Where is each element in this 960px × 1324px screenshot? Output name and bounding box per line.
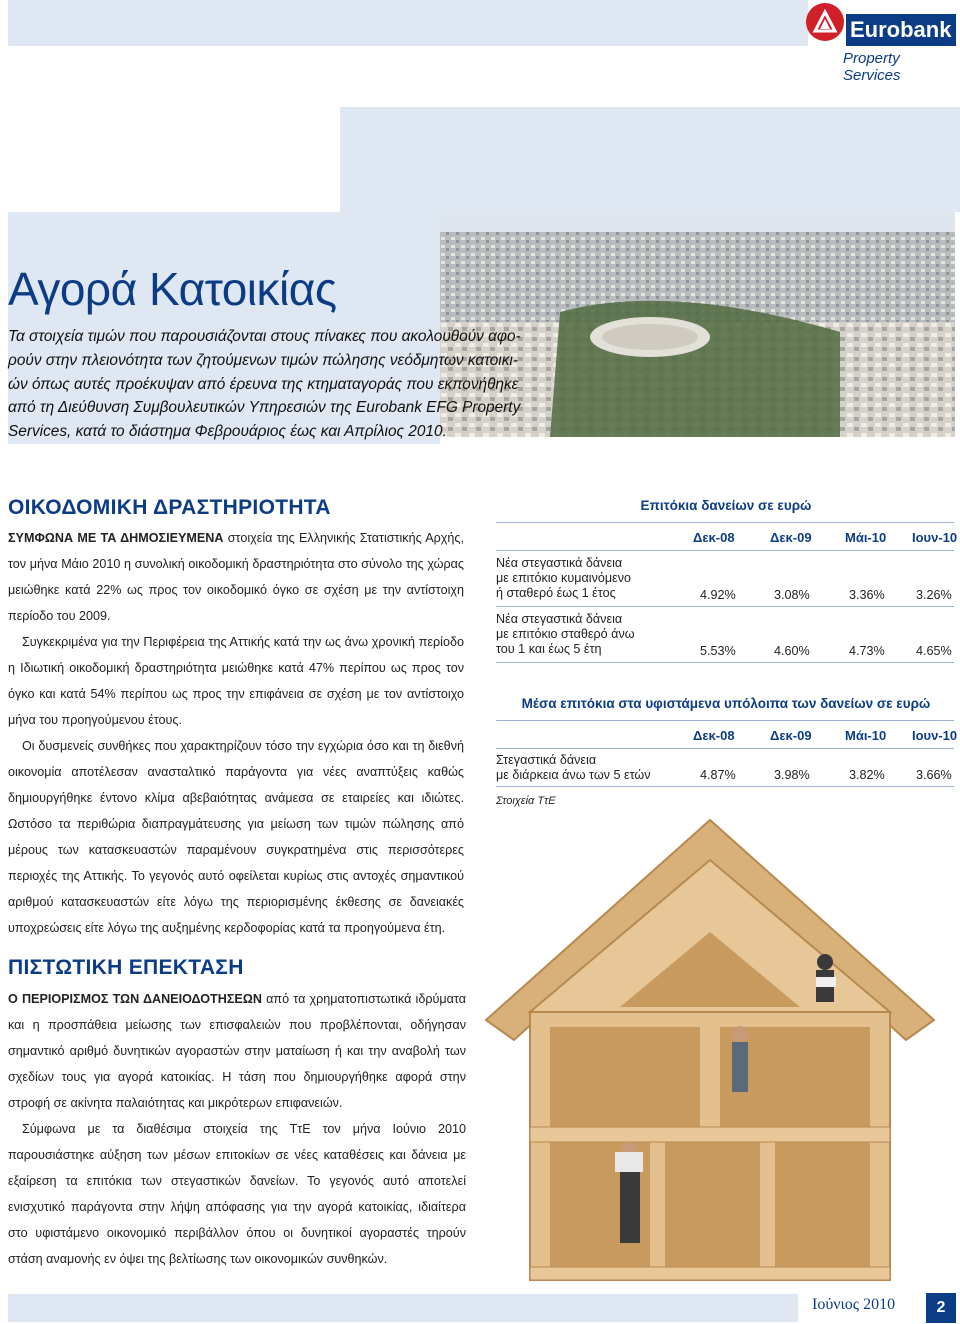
table-rule bbox=[496, 662, 954, 663]
table1-cell: 4.73% bbox=[849, 644, 885, 658]
table2-cell: 3.82% bbox=[849, 768, 885, 782]
brand-subtitle: Property Services bbox=[843, 50, 901, 84]
table-rule bbox=[496, 786, 954, 787]
table-rule bbox=[496, 606, 954, 607]
wooden-house-illustration bbox=[470, 812, 950, 1292]
section-title-credit: ΠΙΣΤΩΤΙΚΗ ΕΠΕΚΤΑΣΗ bbox=[8, 956, 244, 979]
section-body-construction bbox=[8, 525, 464, 941]
header-band bbox=[8, 0, 808, 46]
table1-cell: 3.08% bbox=[774, 588, 810, 602]
paragraph-text: Σύμφωνα με τα διαθέσιμα στοιχεία της ΤτΕ τον μήνα Ιούνιο 2010 παρουσιάστηκε αύξηση των μέσων επιτοκίων σε νέες καταθέσεις και δάνεια με εξαίρεση τα επιτόκια των στεγαστικών δανείων. Το γεγονός αυτό αποτελεί ενισχυτικό παράγοντα στην λήψη απόφασης για την αγορά κατοικίας, ιδιαίτερα στο υφιστάμενο οικονομικό περιβάλλον όπου οι δυνητικοί αγοραστές τηρούν στάση αναμονής εν όψει της βελτίωσης των οικονομικών συνθηκών. bbox=[8, 1122, 466, 1266]
footer-date: Ιούνιος 2010 bbox=[812, 1296, 896, 1313]
table1-cell: 3.26% bbox=[916, 588, 952, 602]
table2-cell: 3.66% bbox=[916, 768, 952, 782]
eurobank-logo-icon bbox=[806, 3, 844, 41]
table2-title: Μέσα επιτόκια στα υφιστάμενα υπόλοιπα των δανείων σε ευρώ bbox=[521, 696, 931, 711]
table1-col-header: Δεκ-08 bbox=[693, 530, 735, 545]
row-label-line: Στεγαστικά δάνεια bbox=[496, 753, 597, 767]
paragraph-text: από τα χρηματοπιστωτικά ιδρύματα και η προσπάθεια μείωσης των επισφαλειών που προβλέπονται, οδήγησαν σημαντικό αριθμό δυνητικών αγοραστών στην ματαίωση ή και την αναβολή των σχεδίων τους για αγορά κατοικίας. Η τάση που δημιουργήθηκε αφορά στην στροφή σε ακίνητα παλαιότητας και μικρότερων επιφανειών. bbox=[8, 992, 466, 1110]
intro-line: από τη Διεύθυνση Συμβουλευτικών Υπηρεσιών της Eurobank EFG Property bbox=[8, 399, 521, 417]
table1-cell: 5.53% bbox=[700, 644, 736, 658]
decorative-panel bbox=[340, 107, 960, 212]
row-label-line: Νέα στεγαστικά δάνεια bbox=[496, 612, 623, 626]
row-label-line: του 1 και έως 5 έτη bbox=[496, 642, 602, 656]
table-rule bbox=[496, 748, 954, 749]
table2-cell: 3.98% bbox=[774, 768, 810, 782]
row-label-line: με επιτόκιο σταθερό άνω bbox=[496, 627, 635, 641]
table-rule bbox=[496, 522, 954, 523]
table2-col-header: Δεκ-08 bbox=[693, 728, 735, 743]
row-label-line: ή σταθερό έως 1 έτος bbox=[496, 586, 616, 600]
table-source: Στοιχεία ΤτΕ bbox=[496, 795, 556, 807]
footer-band bbox=[8, 1294, 798, 1322]
table1-row-label bbox=[496, 612, 696, 657]
intro-line: ρούν στην πλειονότητα των ζητούμενων τιμών πώλησης νεόδμητων κατοικι- bbox=[8, 351, 518, 369]
page-title: Αγορά Κατοικίας bbox=[8, 263, 337, 315]
section-title-construction: ΟΙΚΟΔΟΜΙΚΗ ΔΡΑΣΤΗΡΙΟΤΗΤΑ bbox=[8, 496, 331, 519]
table1-col-header: Μάι-10 bbox=[845, 530, 887, 545]
section-body-credit bbox=[8, 986, 466, 1272]
brand-name: Eurobank bbox=[846, 14, 956, 46]
table-rule bbox=[496, 720, 954, 721]
table1-cell: 4.92% bbox=[700, 588, 736, 602]
lead-text: Ο ΠΕΡΙΟΡΙΣΜΟΣ ΤΩΝ ΔΑΝΕΙΟΔΟΤΗΣΕΩΝ bbox=[8, 992, 262, 1006]
intro-line: Τα στοιχεία τιμών που παρουσιάζονται στους πίνακες που ακολουθούν αφο- bbox=[8, 328, 521, 345]
paragraph-text: Συγκεκριμένα για την Περιφέρεια της Αττικής κατά την ως άνω χρονική περίοδο η Ιδιωτική οικοδομική δραστηριότητα μειώθηκε κατά 47% περίπου ως προς τον όγκο και κατά 54% περίπου ως προς την επιφάνεια σε σχέση με τον αντίστοιχο μήνα του προηγούμενου έτους. bbox=[8, 635, 464, 727]
table1-title: Επιτόκια δανείων σε ευρώ bbox=[640, 498, 812, 513]
table1-cell: 4.60% bbox=[774, 644, 810, 658]
row-label-line: Νέα στεγαστικά δάνεια bbox=[496, 556, 623, 570]
table1-col-header: Ιουν-10 bbox=[912, 530, 958, 545]
table2-cell: 4.87% bbox=[700, 768, 736, 782]
table1-col-header: Δεκ-09 bbox=[770, 530, 812, 545]
row-label-line: με διάρκεια άνω των 5 ετών bbox=[496, 768, 651, 782]
intro-line: Services, κατά το διάστημα Φεβρουάριος έως και Απρίλιος 2010. bbox=[8, 423, 447, 441]
intro-line: ών όπως αυτές προέκυψαν από έρευνα της κτηματαγοράς που εκπονήθηκε bbox=[8, 375, 519, 393]
table1-cell: 3.36% bbox=[849, 588, 885, 602]
table2-col-header: Ιουν-10 bbox=[912, 728, 958, 743]
page-number: 2 bbox=[926, 1293, 956, 1323]
table1-cell: 4.65% bbox=[916, 644, 952, 658]
row-label-line: με επιτόκιο κυμαινόμενο bbox=[496, 571, 632, 585]
table2-row-label bbox=[496, 753, 696, 783]
paragraph-text: στοιχεία της Ελληνικής Στατιστικής Αρχής, τον μήνα Μάιο 2010 η συνολική οικοδομική δραστηριότητα στο σύνολο της χώρας μειώθηκε κατά 22% ως προς τον οικοδομικό όγκο σε σχέση με την αντίστοιχη περίοδο του 2009. bbox=[8, 531, 464, 623]
table1-row-label bbox=[496, 556, 696, 601]
table2-col-header: Μάι-10 bbox=[845, 728, 887, 743]
table-rule bbox=[496, 550, 954, 551]
lead-text: ΣΥΜΦΩΝΑ ΜΕ ΤΑ ΔΗΜΟΣΙΕΥΜΕΝΑ bbox=[8, 531, 224, 545]
intro-paragraph bbox=[8, 325, 538, 444]
paragraph-text: Οι δυσμενείς συνθήκες που χαρακτηρίζουν τόσο την εγχώρια όσο και τη διεθνή οικονομία αποτέλεσαν ανασταλτικό παράγοντα για νέες αναπτύξεις καθώς δημιουργήθηκε έντονο κλίμα αβεβαιότητας ανάμεσα σε εταιρείες και ιδιώτες. Ωστόσο τα περιθώρια διαπραγμάτευσης για μείωση των τιμών πώλησης από μέρους των κατασκευαστών παραμένουν συγκρατημένα στις περισσότερες περιοχές της Αττικής. Το γεγονός αυτό οφείλεται κυρίως στις αντοχές σημαντικού αριθμού κατασκευαστών είτε λόγω της περιορισμένης έκθεσης σε δανειακές υποχρεώσεις είτε λόγω της αυξημένης κερδοφορίας κατά τα προηγούμενα έτη. bbox=[8, 739, 464, 935]
table2-col-header: Δεκ-09 bbox=[770, 728, 812, 743]
